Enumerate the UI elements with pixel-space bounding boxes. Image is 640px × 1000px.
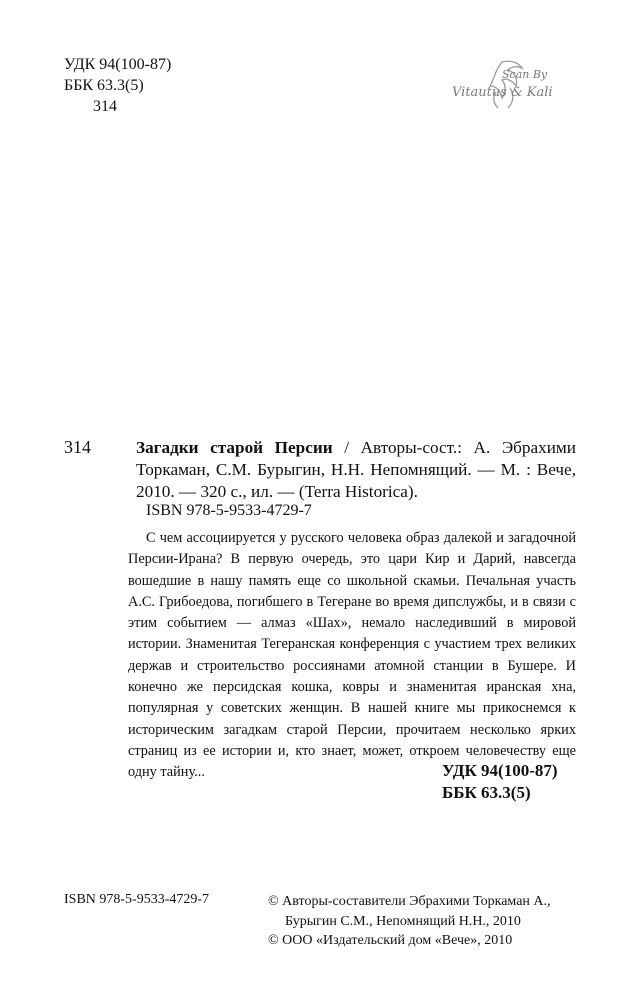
udk-code: УДК 94(100-87) bbox=[64, 56, 172, 73]
scan-watermark-logo bbox=[440, 58, 580, 112]
entry-isbn: ISBN 978-5-9533-4729-7 bbox=[146, 502, 312, 519]
catalog-entry bbox=[136, 437, 576, 503]
entry-description-start: / Авторы-сост.: А. Эбрахими bbox=[344, 438, 577, 457]
bold-classification bbox=[442, 760, 558, 804]
top-classification-codes bbox=[64, 54, 171, 117]
bold-bbk-code: ББК 63.3(5) bbox=[442, 783, 531, 802]
watermark-text-line2: Vitautus & Kali bbox=[452, 85, 553, 100]
copyright-line-2: Бурыгин С.М., Непомнящий Н.Н., 2010 bbox=[285, 913, 521, 929]
annotation-paragraph: С чем ассоциируется у русского человека образ далекой и загадочной Персии-Ирана? В первую очередь, это цари Кир и Дарий, навсегда вошедшие в нашу память еще со школьной скамьи. Печальная участь А.С. Грибоедова, погибшего в Тегеране во время дипслужбы, и в связи с этим событием — алмаз «Шах», немало наследивший в мировой истории. Знаменитая Тегеранская конференция с участием трех великих держав и строительство россиянами атомной станции в Бушере. И конечно же персидская кошка, ковры и знаменитая иранская хна, популярная у советских женщин. В нашей книге мы прикоснемся к историческим загадкам старой Персии, прочитаем несколько ярких страниц из ее истории и, кто знает, может, откроем человечеству еще одну тайну... bbox=[128, 530, 576, 781]
bbk-code: ББК 63.3(5) bbox=[64, 77, 144, 94]
bold-udk-code: УДК 94(100-87) bbox=[442, 761, 558, 780]
footer-isbn: ISBN 978-5-9533-4729-7 bbox=[64, 892, 210, 907]
copyright-line-1: © Авторы-составители Эбрахими Торкаман А., bbox=[268, 894, 551, 909]
watermark-text-line1: Scan By bbox=[502, 68, 548, 81]
author-sign: 314 bbox=[93, 98, 117, 115]
catalog-number: 314 bbox=[64, 437, 91, 457]
copyright-line-3: © ООО «Издательский дом «Вече», 2010 bbox=[268, 933, 513, 948]
entry-description-rest: Торкаман, С.М. Бурыгин, Н.Н. Непомнящий. — М. : Вече, 2010. — 320 с., ил. — (Terra Historica). bbox=[136, 460, 576, 501]
copyright-block bbox=[268, 892, 551, 951]
book-title: Загадки старой Персии bbox=[136, 438, 333, 457]
